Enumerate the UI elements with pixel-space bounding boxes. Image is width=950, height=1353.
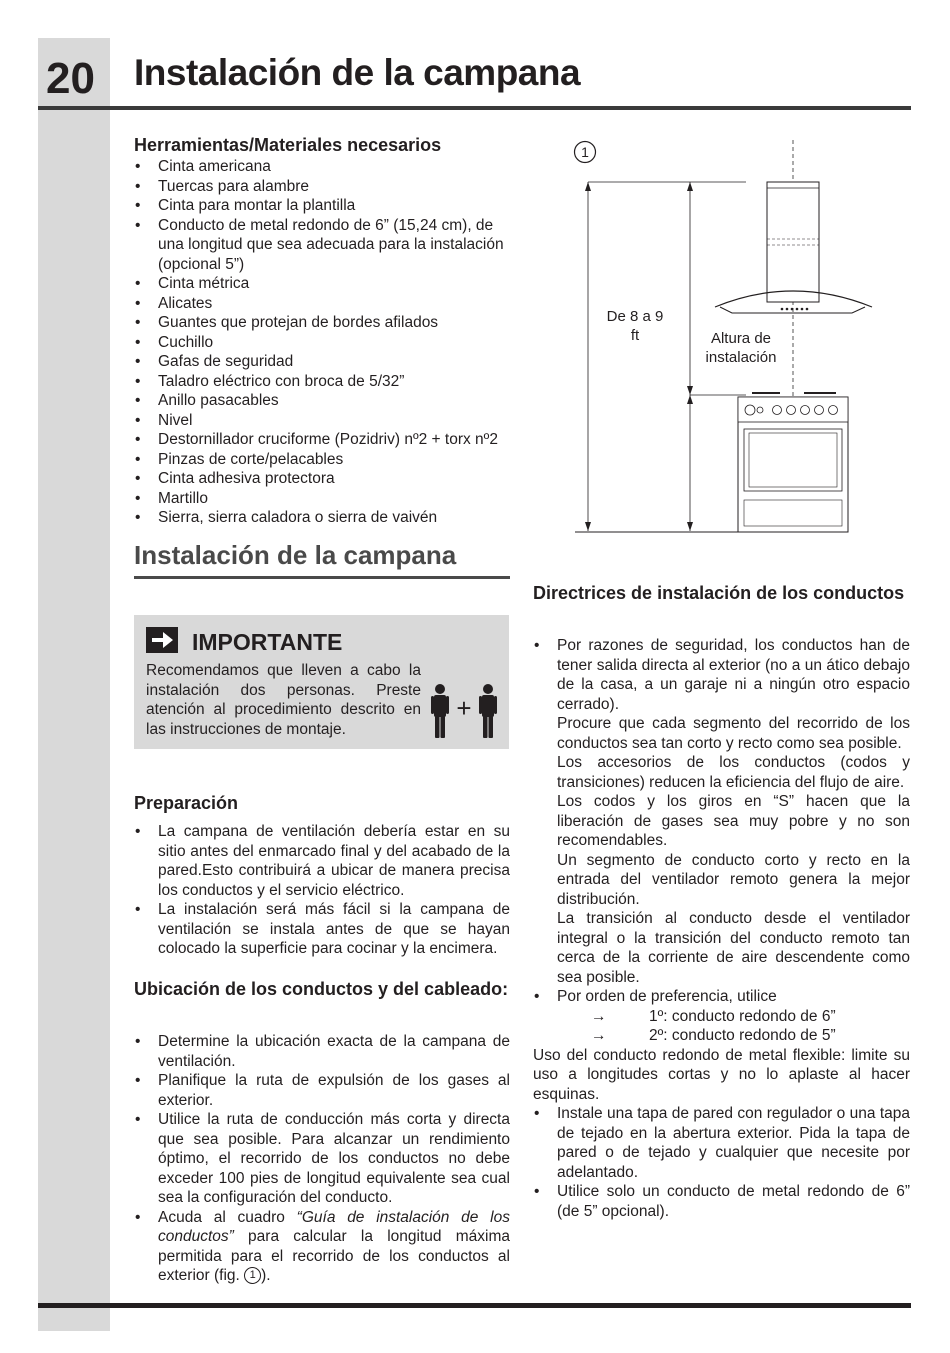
important-title: IMPORTANTE	[192, 629, 343, 655]
list-item: • Anillo pasacables	[135, 392, 279, 409]
range-control-panel	[738, 397, 848, 422]
tools-heading: Herramientas/Materiales necesarios	[134, 135, 442, 155]
range-label: De 8 a 9 ft	[606, 308, 664, 344]
list-item: • Conducto de metal redondo de 6” (15,24 cm), de una longitud que sea adecuada para la instalación (opcional 5”)	[135, 216, 504, 273]
duct-guidelines-list	[533, 636, 910, 1221]
list-item: • Gafas de seguridad	[135, 353, 294, 370]
location-heading: Ubicación de los conductos y del cableado:	[134, 979, 509, 999]
location-list	[134, 1032, 510, 1286]
list-item: • Planifique la ruta de expulsión de los gases al exterior.	[135, 1072, 510, 1109]
bottom-rule	[38, 1303, 911, 1308]
list-item: • Cinta adhesiva protectora	[135, 470, 335, 487]
tools-list	[134, 157, 510, 528]
side-band	[38, 38, 110, 1331]
list-item: • Sierra, sierra caladora o sierra de vaivén	[135, 509, 438, 526]
list-item: • Martillo	[135, 489, 208, 507]
duct-sub-paragraphs	[533, 714, 910, 987]
list-item: • Cinta americana	[135, 158, 271, 175]
list-item: • Utilice solo un conducto de metal redondo de 6” (de 5” opcional).	[534, 1183, 910, 1220]
preparation-heading: Preparación	[134, 793, 239, 813]
list-item: • Cuchillo	[135, 333, 214, 351]
list-item: • Tuercas para alambre	[135, 177, 310, 195]
tools-section	[134, 134, 510, 528]
height-label: Altura de instalación	[705, 330, 777, 366]
hood-chimney	[767, 182, 819, 302]
important-text: Recomendamos que lleven a cabo la instalación dos personas. Preste atención al procedimiento descrito en las instrucciones de montaje.	[146, 662, 421, 738]
list-item: • La instalación será más fácil si la campana de ventilación se instala antes de que se hayan colocado la superficie para cocinar y la encimera.	[135, 901, 510, 957]
sub-paragraph: Procure que cada segmento del recorrido de los conductos sea tan corto y recto como sea posible.	[557, 715, 910, 752]
sub-paragraph: Un segmento de conducto corto y recto en la entrada del ventilador remoto genera la mejor distribución.	[557, 851, 910, 908]
flex-duct-note: Uso del conducto redondo de metal flexible: limite su uso a longitudes cortas y no lo aplaste al hacer esquinas.	[533, 1046, 910, 1103]
arrow-bottom-left	[585, 522, 591, 531]
list-item: • Por orden de preferencia, utilice	[534, 988, 777, 1005]
list-item: • La campana de ventilación debería estar en su sitio antes del enmarcado final y del acabado de la pared.Esto contribuirá a ubicar de manera precisa los conductos y el servicio eléctrico.	[135, 823, 510, 899]
list-item: • Alicates	[135, 294, 213, 312]
list-item: • Nivel	[135, 411, 193, 429]
page-title: Instalación de la campana	[134, 52, 581, 93]
arrow-mid-bottom2	[687, 522, 693, 531]
page-number: 20	[46, 54, 95, 103]
list-item: • Acuda al cuadro “Guía de instalación de los conductos” para calcular la longitud máxima permitida para el recorrido de los conductos al exterior (fig. 1 ).	[135, 1208, 510, 1284]
list-item: • Destornillador cruciforme (Pozidriv) nº2 + torx nº2	[135, 431, 498, 448]
duct-final-list	[533, 1104, 910, 1221]
list-item: • Por razones de seguridad, los conductos han de tener salida directa al exterior (no a un ático debajo de la casa, a un garaje ni a ningún otro espacio cerrado).	[534, 637, 910, 713]
list-item: • Pinzas de corte/pelacables	[135, 450, 344, 468]
important-box	[134, 615, 509, 749]
arrow-top-left	[585, 182, 591, 191]
list-item: • Utilice la ruta de conducción más corta y directa que sea posible. Para alcanzar un rendimiento óptimo, el recorrido de los conductos no debe exceder 100 pies de longitud equivalente sea cual sea la configuración del conducto.	[135, 1111, 510, 1206]
list-item: • Cinta métrica	[135, 275, 250, 292]
installation-height-diagram	[560, 135, 880, 545]
preference-row-1: → 1º: conducto redondo de 6”	[591, 1007, 836, 1025]
preference-row-2: → 2º: conducto redondo de 5”	[591, 1027, 836, 1044]
arrow-top-mid	[687, 182, 693, 191]
list-item: • Guantes que protejan de bordes afilados	[135, 314, 439, 331]
plus-sign: +	[456, 693, 472, 723]
list-item: • Determine la ubicación exacta de la campana de ventilación.	[135, 1033, 510, 1070]
sub-paragraph: La transición al conducto desde el ventilador integral o la transición del conducto remoto tan cerca de la corriente de aire descendente como sea posible.	[557, 910, 910, 986]
list-item: • Instale una tapa de pared con regulador o una tapa de tejado en la abertura exterior. Pida la tapa de pared o de tejado y cualquier que necesite por adelantado.	[534, 1105, 910, 1181]
title-rule	[38, 106, 911, 110]
two-persons-icon	[430, 683, 500, 746]
duct-guidelines-heading: Directrices de instalación de los conductos	[533, 583, 905, 603]
preparation-list	[134, 822, 510, 959]
sub-paragraph: Los accesorios de los conductos (codos y transiciones) reducen la eficiencia del flujo de aire.	[557, 754, 910, 791]
install-section-title: Instalación de la campana	[134, 540, 457, 570]
figure-number-text: 1	[581, 144, 589, 160]
arrow-right-icon	[146, 627, 178, 653]
list-item: • Taladro eléctrico con broca de 5/32”	[135, 372, 405, 390]
figure-ref-circle: 1	[244, 1267, 261, 1284]
arrow-mid-top2	[687, 395, 693, 404]
arrow-mid-bottom1	[687, 386, 693, 395]
install-section-rule	[134, 576, 510, 579]
list-item: • Cinta para montar la plantilla	[135, 197, 356, 214]
sub-paragraph: Los codos y los giros en “S” hacen que la liberación de gases sea muy pobre y no son recomendables.	[557, 793, 910, 849]
